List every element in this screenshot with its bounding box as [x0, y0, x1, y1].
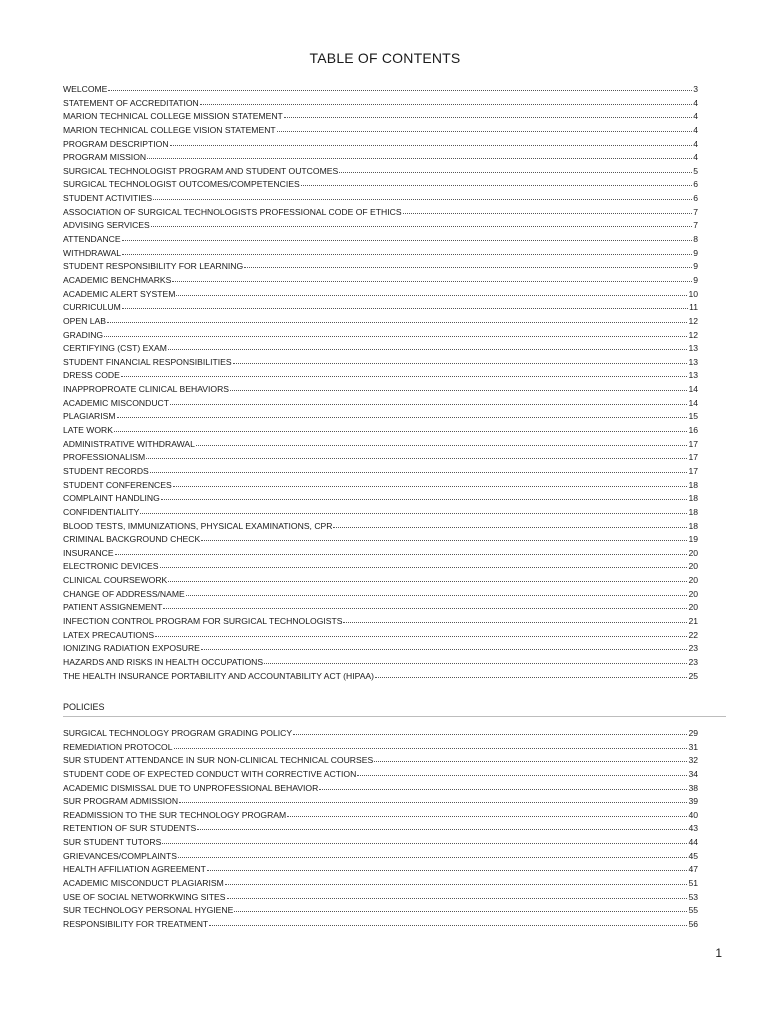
- toc-entry-page: 14: [688, 384, 698, 395]
- toc-entry-page: 4: [693, 111, 698, 122]
- toc-entry-page: 15: [688, 411, 698, 422]
- toc-entry-label: CURRICULUM: [63, 302, 121, 313]
- toc-entry-page: 45: [688, 850, 698, 861]
- dot-leader: [284, 117, 692, 118]
- toc-entry[interactable]: [63, 465, 698, 479]
- toc-entry[interactable]: [63, 219, 698, 233]
- toc-entry-page: 17: [688, 438, 698, 449]
- toc-entry-page: 55: [688, 905, 698, 916]
- toc-entry-page: 18: [688, 493, 698, 504]
- dot-leader: [178, 857, 687, 858]
- toc-entry[interactable]: [63, 727, 698, 741]
- toc-entry-label: LATEX PRECAUTIONS: [63, 629, 155, 640]
- toc-entry[interactable]: [63, 369, 698, 383]
- dot-leader: [234, 911, 687, 912]
- toc-entry-label: STUDENT CODE OF EXPECTED CONDUCT WITH CORRECTIVE ACTION: [63, 768, 357, 779]
- dot-leader: [107, 322, 687, 323]
- dot-leader: [117, 417, 688, 418]
- toc-entry-label: ADMINISTRATIVE WITHDRAWAL: [63, 438, 195, 449]
- toc-entry[interactable]: [63, 891, 698, 905]
- toc-entry[interactable]: [63, 342, 698, 356]
- dot-leader: [374, 761, 687, 762]
- toc-entry-page: 7: [693, 220, 698, 231]
- toc-entry-label: STUDENT RESPONSIBILITY FOR LEARNING: [63, 261, 244, 272]
- toc-entry[interactable]: [63, 615, 698, 629]
- toc-entry-page: 9: [693, 261, 698, 272]
- toc-entry[interactable]: [63, 601, 698, 615]
- toc-entry-label: MARION TECHNICAL COLLEGE VISION STATEMENT: [63, 124, 276, 135]
- toc-entry[interactable]: [63, 138, 698, 152]
- toc-entry-label: THE HEALTH INSURANCE PORTABILITY AND ACCOUNTABILITY ACT (HIPAA): [63, 670, 375, 681]
- toc-entry-page: 7: [693, 206, 698, 217]
- toc-entry[interactable]: [63, 822, 698, 836]
- toc-entry-label: PATIENT ASSIGNEMENT: [63, 602, 163, 613]
- toc-entry-label: SUR STUDENT ATTENDANCE IN SUR NON-CLINICAL TECHNICAL COURSES: [63, 755, 374, 766]
- dot-leader: [233, 363, 688, 364]
- dot-leader: [151, 226, 692, 227]
- dot-leader: [293, 734, 687, 735]
- toc-entry-page: 5: [693, 165, 698, 176]
- toc-entry-page: 6: [693, 179, 698, 190]
- toc-entry[interactable]: [63, 110, 698, 124]
- toc-entry-label: USE OF SOCIAL NETWORKWING SITES: [63, 891, 226, 902]
- toc-entry-page: 20: [688, 588, 698, 599]
- toc-entry[interactable]: [63, 768, 698, 782]
- toc-entry-label: PLAGIARISM: [63, 411, 116, 422]
- toc-entry-label: ACADEMIC MISCONDUCT PLAGIARISM: [63, 878, 224, 889]
- toc-entry-label: ADVISING SERVICES: [63, 220, 150, 231]
- dot-leader: [375, 677, 687, 678]
- toc-entry[interactable]: [63, 656, 698, 670]
- toc-entry[interactable]: [63, 274, 698, 288]
- toc-entry-label: SUR TECHNOLOGY PERSONAL HYGIENE: [63, 905, 234, 916]
- dot-leader: [186, 595, 688, 596]
- toc-entry-label: PROFESSIONALISM: [63, 452, 146, 463]
- dot-leader: [153, 199, 692, 200]
- toc-entry-page: 13: [688, 356, 698, 367]
- toc-entry[interactable]: [63, 247, 698, 261]
- dot-leader: [287, 816, 687, 817]
- toc-entry-page: 20: [688, 561, 698, 572]
- toc-entry-label: CONFIDENTIALITY: [63, 506, 140, 517]
- toc-entry-page: 25: [688, 670, 698, 681]
- toc-entry[interactable]: [63, 836, 698, 850]
- toc-entry[interactable]: [63, 151, 698, 165]
- toc-entry-label: STUDENT ACTIVITIES: [63, 193, 153, 204]
- toc-entry-label: STUDENT CONFERENCES: [63, 479, 172, 490]
- dot-leader: [357, 775, 687, 776]
- toc-entry[interactable]: [63, 629, 698, 643]
- toc-entry-label: READMISSION TO THE SUR TECHNOLOGY PROGRAM: [63, 809, 287, 820]
- toc-entry[interactable]: [63, 383, 698, 397]
- section-divider: [63, 716, 726, 717]
- toc-entry-label: WELCOME: [63, 84, 108, 94]
- dot-leader: [172, 281, 692, 282]
- dot-leader: [173, 486, 688, 487]
- toc-entry-page: 44: [688, 837, 698, 848]
- dot-leader: [170, 404, 687, 405]
- toc-entry[interactable]: [63, 492, 698, 506]
- toc-entry[interactable]: [63, 670, 698, 684]
- toc-entry[interactable]: [63, 410, 698, 424]
- toc-entry-page: 51: [688, 878, 698, 889]
- dot-leader: [179, 802, 687, 803]
- toc-entry[interactable]: [63, 642, 698, 656]
- toc-entry-page: 18: [688, 520, 698, 531]
- toc-entry-page: 20: [688, 602, 698, 613]
- toc-entry[interactable]: [63, 233, 698, 247]
- toc-entry-label: REMEDIATION PROTOCOL: [63, 741, 173, 752]
- toc-entry-page: 17: [688, 452, 698, 463]
- toc-entry[interactable]: [63, 329, 698, 343]
- toc-entry-label: ACADEMIC ALERT SYSTEM: [63, 288, 176, 299]
- policies-heading: POLICIES: [63, 702, 105, 712]
- toc-entry-page: 14: [688, 397, 698, 408]
- toc-entry[interactable]: [63, 560, 698, 574]
- toc-entry-label: RESPONSIBILITY FOR TREATMENT: [63, 918, 209, 929]
- toc-entry[interactable]: [63, 192, 698, 206]
- toc-entry-page: 20: [688, 575, 698, 586]
- toc-entry[interactable]: [63, 288, 698, 302]
- toc-entry-page: 4: [693, 124, 698, 135]
- toc-entry[interactable]: [63, 533, 698, 547]
- toc-entry[interactable]: [63, 83, 698, 97]
- toc-entry-label: SUR STUDENT TUTORS: [63, 837, 162, 848]
- toc-entry-page: 12: [688, 315, 698, 326]
- toc-entry-label: SURGICAL TECHNOLOGY PROGRAM GRADING POLICY: [63, 728, 293, 738]
- dot-leader: [122, 240, 693, 241]
- toc-entry[interactable]: [63, 506, 698, 520]
- toc-entry[interactable]: [63, 850, 698, 864]
- toc-entry-page: 13: [688, 343, 698, 354]
- toc-entry[interactable]: [63, 809, 698, 823]
- toc-entry-label: CERTIFYING (CST) EXAM: [63, 343, 167, 354]
- toc-entry[interactable]: [63, 206, 698, 220]
- toc-entry-label: STATEMENT OF ACCREDITATION: [63, 97, 199, 108]
- dot-leader: [146, 458, 687, 459]
- toc-entry-label: ASSOCIATION OF SURGICAL TECHNOLOGISTS PROFESSIONAL CODE OF ETHICS: [63, 206, 402, 217]
- dot-leader: [230, 390, 687, 391]
- toc-entry[interactable]: [63, 863, 698, 877]
- dot-leader: [277, 131, 693, 132]
- toc-entry[interactable]: [63, 356, 698, 370]
- toc-entry[interactable]: [63, 754, 698, 768]
- toc-entry-label: DRESS CODE: [63, 370, 120, 381]
- toc-entry-page: 8: [693, 234, 698, 245]
- dot-leader: [201, 540, 687, 541]
- toc-entry-page: 38: [688, 782, 698, 793]
- dot-leader: [170, 145, 693, 146]
- dot-leader: [155, 636, 687, 637]
- toc-entry-label: STUDENT FINANCIAL RESPONSIBILITIES: [63, 356, 232, 367]
- toc-entry[interactable]: [63, 741, 698, 755]
- dot-leader: [207, 870, 688, 871]
- dot-leader: [108, 90, 692, 91]
- toc-entry-label: INFECTION CONTROL PROGRAM FOR SURGICAL TECHNOLOGISTS: [63, 615, 343, 626]
- toc-entry-label: HEALTH AFFILIATION AGREEMENT: [63, 864, 206, 875]
- toc-entry[interactable]: [63, 795, 698, 809]
- toc-entry-label: PROGRAM MISSION: [63, 152, 147, 163]
- toc-entry-label: INSURANCE: [63, 547, 114, 558]
- toc-entry-label: HAZARDS AND RISKS IN HEALTH OCCUPATIONS: [63, 656, 264, 667]
- toc-entry[interactable]: [63, 124, 698, 138]
- toc-entry-label: INAPPROPROATE CLINICAL BEHAVIORS: [63, 384, 230, 395]
- dot-leader: [104, 336, 687, 337]
- toc-entry-label: SURGICAL TECHNOLOGIST PROGRAM AND STUDENT OUTCOMES: [63, 165, 339, 176]
- toc-entry-page: 32: [688, 755, 698, 766]
- dot-leader: [244, 267, 692, 268]
- dot-leader: [227, 898, 688, 899]
- toc-entry-label: MARION TECHNICAL COLLEGE MISSION STATEMENT: [63, 111, 283, 122]
- toc-entry[interactable]: [63, 301, 698, 315]
- toc-entry-page: 21: [688, 615, 698, 626]
- dot-leader: [196, 445, 688, 446]
- dot-leader: [121, 376, 688, 377]
- toc-entry-page: 12: [688, 329, 698, 340]
- dot-leader: [115, 554, 688, 555]
- toc-entry[interactable]: [63, 178, 698, 192]
- toc-entry-page: 43: [688, 823, 698, 834]
- dot-leader: [114, 431, 687, 432]
- toc-entry[interactable]: [63, 97, 698, 111]
- toc-entry-label: SURGICAL TECHNOLOGIST OUTCOMES/COMPETENCIES: [63, 179, 300, 190]
- toc-entry[interactable]: [63, 520, 698, 534]
- toc-entry-page: 23: [688, 656, 698, 667]
- toc-entry-page: 20: [688, 547, 698, 558]
- toc-entry-page: 16: [688, 425, 698, 436]
- dot-leader: [163, 608, 687, 609]
- dot-leader: [168, 349, 688, 350]
- toc-entry-page: 17: [688, 465, 698, 476]
- dot-leader: [343, 622, 687, 623]
- dot-leader: [333, 527, 687, 528]
- dot-leader: [403, 213, 693, 214]
- dot-leader: [264, 663, 687, 664]
- dot-leader: [140, 513, 687, 514]
- toc-entry-label: CLINICAL COURSEWORK: [63, 575, 168, 586]
- dot-leader: [122, 254, 692, 255]
- toc-entry-label: LATE WORK: [63, 425, 113, 436]
- dot-leader: [200, 104, 692, 105]
- dot-leader: [147, 158, 692, 159]
- toc-entry[interactable]: [63, 479, 698, 493]
- toc-entry-page: 39: [688, 796, 698, 807]
- toc-entry-page: 4: [693, 97, 698, 108]
- toc-entry[interactable]: [63, 782, 698, 796]
- dot-leader: [301, 185, 693, 186]
- toc-entry-page: 3: [693, 84, 698, 94]
- toc-entry-label: IONIZING RADIATION EXPOSURE: [63, 643, 200, 654]
- toc-entry[interactable]: [63, 165, 698, 179]
- toc-entry[interactable]: [63, 547, 698, 561]
- toc-entry-label: STUDENT RECORDS: [63, 465, 149, 476]
- toc-entry-label: GRADING: [63, 329, 104, 340]
- dot-leader: [161, 499, 688, 500]
- toc-entry-page: 31: [688, 741, 698, 752]
- dot-leader: [168, 581, 687, 582]
- toc-entry-label: SUR PROGRAM ADMISSION: [63, 796, 179, 807]
- dot-leader: [162, 843, 687, 844]
- toc-entry-page: 22: [688, 629, 698, 640]
- dot-leader: [160, 567, 688, 568]
- toc-entry[interactable]: [63, 574, 698, 588]
- toc-entry[interactable]: [63, 438, 698, 452]
- toc-entry[interactable]: [63, 877, 698, 891]
- toc-entry-page: 4: [693, 138, 698, 149]
- toc-entry[interactable]: [63, 904, 698, 918]
- toc-entry-label: ACADEMIC BENCHMARKS: [63, 274, 172, 285]
- toc-entry-page: 56: [688, 918, 698, 929]
- toc-entry-page: 19: [688, 534, 698, 545]
- toc-entry-page: 4: [693, 152, 698, 163]
- toc-entry[interactable]: [63, 260, 698, 274]
- toc-entry-page: 40: [688, 809, 698, 820]
- toc-entry[interactable]: [63, 918, 698, 932]
- dot-leader: [339, 172, 692, 173]
- toc-entry-label: BLOOD TESTS, IMMUNIZATIONS, PHYSICAL EXAMINATIONS, CPR: [63, 520, 333, 531]
- dot-leader: [174, 748, 688, 749]
- toc-entry-label: ATTENDANCE: [63, 234, 121, 245]
- table-of-contents: [63, 83, 698, 683]
- toc-entry-page: 13: [688, 370, 698, 381]
- page-title: TABLE OF CONTENTS: [309, 50, 461, 66]
- toc-entry[interactable]: [63, 397, 698, 411]
- toc-entry-page: 11: [689, 302, 698, 313]
- dot-leader: [225, 884, 688, 885]
- toc-entry-label: RETENTION OF SUR STUDENTS: [63, 823, 197, 834]
- toc-entry[interactable]: [63, 424, 698, 438]
- toc-entry-label: ACADEMIC MISCONDUCT: [63, 397, 169, 408]
- dot-leader: [176, 295, 687, 296]
- toc-entry-label: OPEN LAB: [63, 315, 106, 326]
- toc-entry-page: 18: [688, 479, 698, 490]
- toc-entry-page: 23: [688, 643, 698, 654]
- toc-entry-label: CRIMINAL BACKGROUND CHECK: [63, 534, 201, 545]
- toc-entry-page: 34: [688, 768, 698, 779]
- dot-leader: [319, 789, 687, 790]
- toc-entry-page: 9: [693, 274, 698, 285]
- toc-entry-page: 10: [688, 288, 698, 299]
- toc-entry-page: 47: [688, 864, 698, 875]
- dot-leader: [150, 472, 688, 473]
- toc-entry-label: PROGRAM DESCRIPTION: [63, 138, 169, 149]
- toc-entry[interactable]: [63, 451, 698, 465]
- toc-entry-label: WITHDRAWAL: [63, 247, 122, 258]
- policies-list: [63, 727, 698, 932]
- toc-entry[interactable]: [63, 588, 698, 602]
- toc-entry-label: GRIEVANCES/COMPLAINTS: [63, 850, 177, 861]
- toc-entry-page: 6: [693, 193, 698, 204]
- toc-entry[interactable]: [63, 315, 698, 329]
- toc-entry-label: COMPLAINT HANDLING: [63, 493, 160, 504]
- toc-entry-page: 9: [693, 247, 698, 258]
- dot-leader: [197, 829, 687, 830]
- toc-entry-label: ELECTRONIC DEVICES: [63, 561, 159, 572]
- dot-leader: [209, 925, 687, 926]
- page-number: 1: [715, 946, 722, 960]
- toc-entry-label: ACADEMIC DISMISSAL DUE TO UNPROFESSIONAL BEHAVIOR: [63, 782, 319, 793]
- toc-entry-label: CHANGE OF ADDRESS/NAME: [63, 588, 185, 599]
- toc-entry-page: 53: [688, 891, 698, 902]
- dot-leader: [201, 649, 688, 650]
- toc-entry-page: 18: [688, 506, 698, 517]
- toc-entry-page: 29: [688, 728, 698, 738]
- dot-leader: [122, 308, 688, 309]
